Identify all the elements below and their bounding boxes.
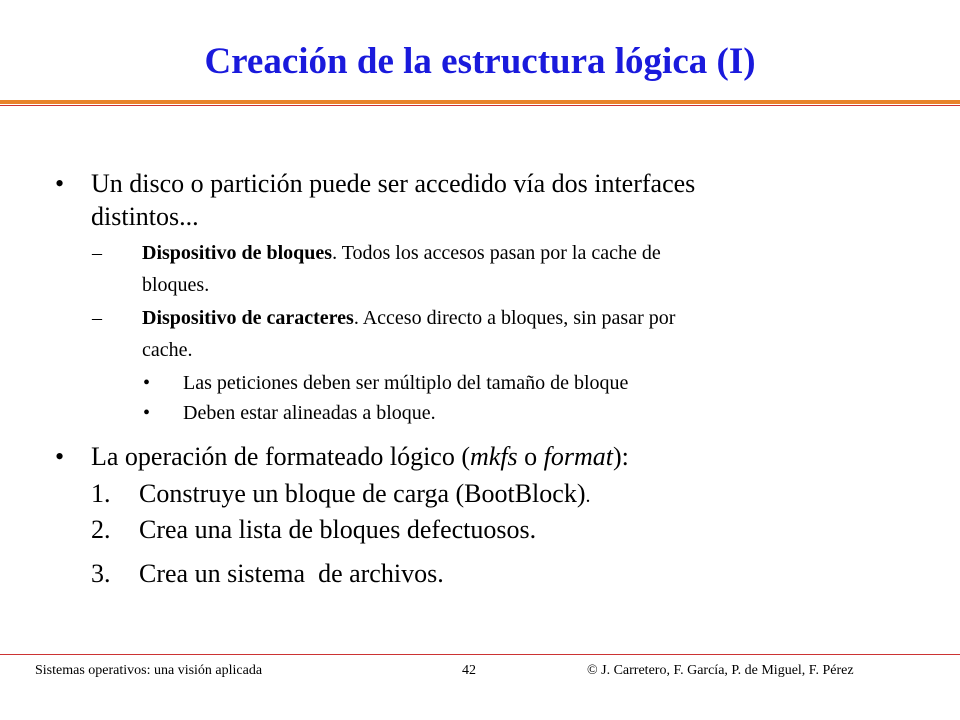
title-underline-thick <box>0 100 960 104</box>
footer-copyright: © J. Carretero, F. García, P. de Miguel, F. Pérez <box>587 663 854 678</box>
bullet-2-text: La operación de formateado lógico (mkfs o format): <box>91 442 629 471</box>
page-number: 42 <box>462 663 476 678</box>
bullet-1-line-2: distintos... <box>91 202 199 231</box>
cmd-mkfs: mkfs <box>470 442 518 471</box>
step-1-text: Construye un bloque de carga (BootBlock) <box>139 479 586 508</box>
bullet-marker: • <box>55 442 65 471</box>
sub-item-1-desc: . Todos los accesos pasan por la cache de <box>332 242 661 264</box>
step-number: 2. <box>91 515 111 544</box>
step-2-text: Crea una lista de bloques defectuosos. <box>139 515 537 544</box>
cmd-format: format <box>543 442 614 471</box>
term-char-device: Dispositivo de caracteres <box>142 307 354 329</box>
bullet-marker: • <box>143 402 151 424</box>
step-number: 3. <box>91 559 111 588</box>
dash-marker: – <box>92 242 102 264</box>
sub-item-2-desc: . Acceso directo a bloques, sin pasar por <box>353 307 676 329</box>
title-underline-thin <box>0 105 960 106</box>
bullet-1-text <box>91 167 861 233</box>
term-block-device: Dispositivo de bloques <box>142 242 333 264</box>
slide-title: Creación de la estructura lógica (I) <box>204 41 756 82</box>
sub-sub-item-2-text: Deben estar alineadas a bloque. <box>183 402 436 424</box>
step-3-text: Crea un sistema de archivos. <box>139 559 444 588</box>
footer-book-title: Sistemas operativos: una visión aplicada <box>35 663 263 678</box>
step-number: 1. <box>91 479 111 508</box>
bullet-marker: • <box>143 372 151 394</box>
sub-sub-item-1-text: Las peticiones deben ser múltiplo del tamaño de bloque <box>183 372 629 394</box>
bullet-1-line-1: Un disco o partición puede ser accedido vía dos interfaces <box>91 169 696 198</box>
footer-rule <box>0 654 960 655</box>
sub-item-1-line-2: bloques. <box>142 274 210 296</box>
dash-marker: – <box>92 307 102 329</box>
title-underline <box>0 100 960 107</box>
sub-item-2-line-2: cache. <box>142 339 193 361</box>
bullet-marker: • <box>55 169 65 198</box>
